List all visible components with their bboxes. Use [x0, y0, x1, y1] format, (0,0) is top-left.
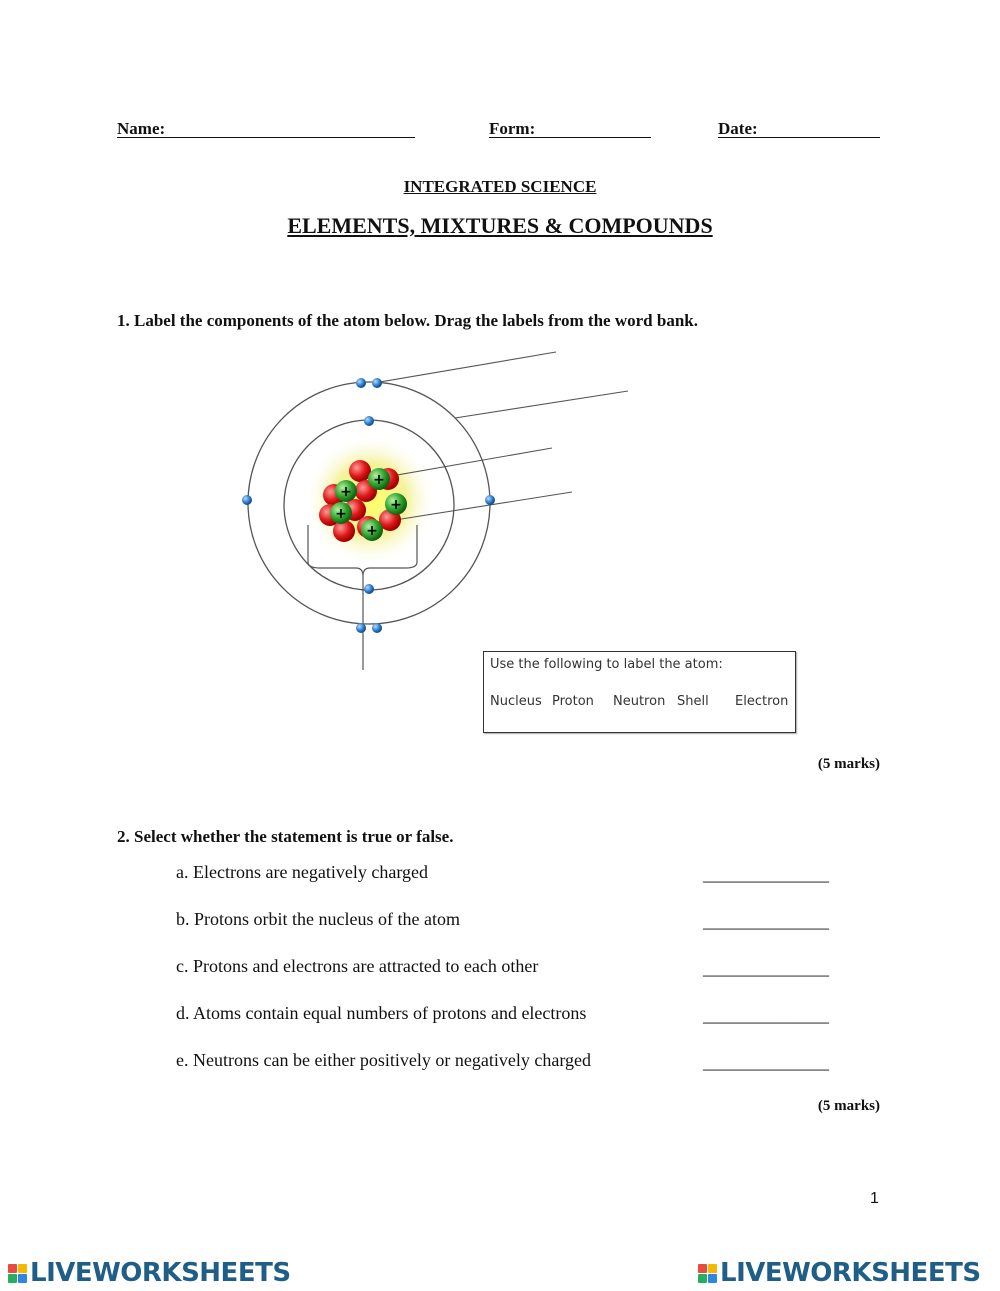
answer-blank-a[interactable]: ______________: [703, 864, 829, 884]
answer-blank-d[interactable]: ______________: [703, 1005, 829, 1025]
statement-b: b. Protons orbit the nucleus of the atom: [176, 909, 460, 929]
svg-text:+: +: [390, 497, 402, 513]
pointer-line-2: [455, 391, 628, 418]
name-underline: [117, 137, 415, 138]
answer-blank-c[interactable]: ______________: [703, 958, 829, 978]
question-1-prompt: 1. Label the components of the atom below. Drag the labels from the word bank.: [117, 311, 698, 330]
svg-text:+: +: [335, 506, 347, 522]
proton: [330, 502, 352, 524]
answer-blank-b[interactable]: ______________: [703, 911, 829, 931]
proton: [361, 519, 383, 541]
question-2-prompt: 2. Select whether the statement is true or false.: [117, 827, 454, 846]
logo-text: LIVEWORKSHEETS: [720, 1258, 981, 1288]
form-underline: [489, 137, 651, 138]
statement-d: d. Atoms contain equal numbers of protons and electrons: [176, 1003, 587, 1023]
page-number: 1: [870, 1190, 879, 1207]
word-bank: [483, 651, 796, 733]
question-1-marks: (5 marks): [817, 756, 880, 772]
liveworksheets-logo-right: [698, 1258, 981, 1288]
logo-mark-icon: [698, 1264, 717, 1283]
statement-a: a. Electrons are negatively charged: [176, 862, 429, 882]
name-label: Name:: [117, 119, 166, 138]
proton: [335, 480, 357, 502]
word-neutron[interactable]: Neutron: [613, 694, 666, 709]
word-shell[interactable]: Shell: [677, 694, 709, 709]
svg-text:+: +: [373, 472, 385, 488]
page-title: ELEMENTS, MIXTURES & COMPOUNDS: [287, 213, 713, 238]
statement-c: c. Protons and electrons are attracted to each other: [176, 956, 539, 976]
form-label: Form:: [489, 119, 536, 138]
svg-text:+: +: [340, 484, 352, 500]
word-nucleus[interactable]: Nucleus: [490, 694, 542, 709]
question-2-marks: (5 marks): [817, 1098, 880, 1114]
answer-blank-e[interactable]: ______________: [703, 1052, 829, 1072]
date-underline: [718, 137, 880, 138]
subject-title: INTEGRATED SCIENCE: [403, 177, 597, 196]
pointer-line-1: [380, 352, 556, 382]
logo-text: LIVEWORKSHEETS: [30, 1258, 291, 1288]
word-bank-title: Use the following to label the atom:: [490, 657, 723, 672]
atom-diagram: [230, 340, 650, 680]
svg-text:+: +: [366, 523, 378, 539]
proton: [385, 493, 407, 515]
date-label: Date:: [718, 119, 758, 138]
word-electron[interactable]: Electron: [735, 694, 789, 709]
liveworksheets-logo-left: [8, 1258, 291, 1288]
statement-e: e. Neutrons can be either positively or negatively charged: [176, 1050, 592, 1070]
proton: [368, 468, 390, 490]
word-proton[interactable]: Proton: [552, 694, 594, 709]
logo-mark-icon: [8, 1264, 27, 1283]
